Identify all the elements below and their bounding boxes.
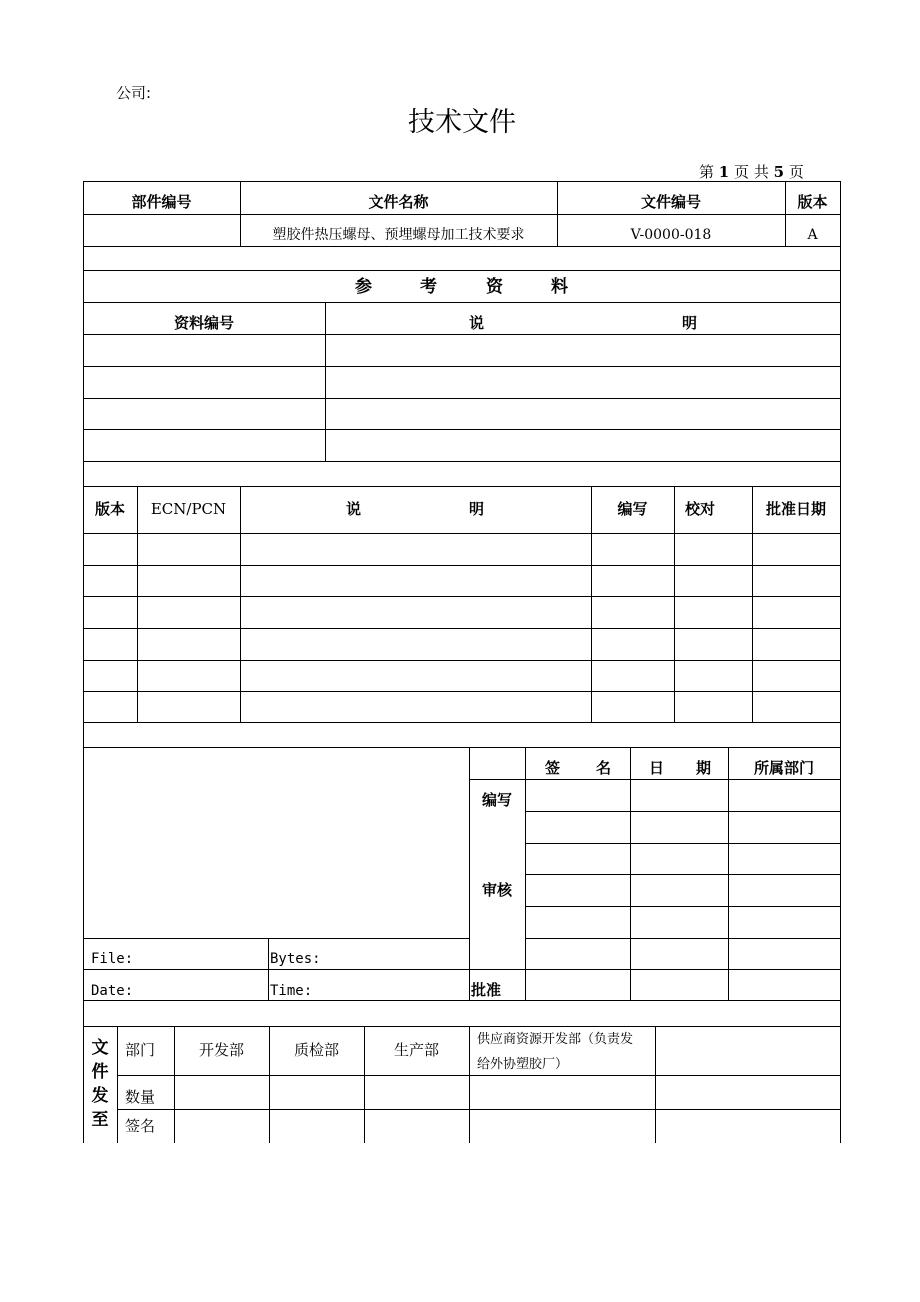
revision-write-header: 编写 [617, 500, 648, 518]
distribution-row-signature: 签名 [125, 1117, 156, 1135]
reference-code-header: 资料编号 [173, 314, 234, 332]
sign-header-left: 签 [545, 759, 561, 777]
distribution-row-department: 部门 [125, 1041, 156, 1059]
file-meta-bytes: Bytes: [270, 951, 321, 967]
revision-desc-header-left: 说 [346, 500, 362, 518]
dept-supplier-line2: 给外协塑胶厂） [477, 1057, 569, 1072]
revision-approve-date-header: 批准日期 [765, 500, 826, 518]
sign-row-approve: 批准 [471, 981, 502, 999]
sign-header-right: 名 [596, 759, 612, 777]
part-number-header: 部件编号 [131, 193, 192, 211]
file-number-header: 文件编号 [640, 193, 701, 211]
dept-development: 开发部 [198, 1041, 244, 1059]
company-label: 公司: [116, 84, 152, 102]
sign-row-write: 编写 [481, 791, 512, 809]
file-meta-time: Time: [270, 983, 313, 999]
revision-ecn-header: ECN/PCN [150, 500, 227, 518]
dept-supplier-line1: 供应商资源开发部（负责发 [477, 1032, 634, 1047]
file-name-header: 文件名称 [368, 193, 429, 211]
page-indicator: 第 1 页 共 5 页 [699, 163, 804, 181]
date-header-right: 期 [696, 759, 712, 777]
file-meta-date: Date: [91, 983, 134, 999]
reference-desc-header-right: 明 [682, 314, 698, 332]
page-title: 技术文件 [408, 107, 516, 138]
department-header: 所属部门 [753, 759, 814, 777]
reference-desc-header-left: 说 [469, 314, 485, 332]
dept-quality: 质检部 [293, 1041, 339, 1059]
file-meta-file: File: [91, 951, 134, 967]
dept-production: 生产部 [393, 1041, 439, 1059]
reference-title: 参 考 资 料 [355, 277, 568, 297]
date-header-left: 日 [649, 759, 665, 777]
file-name-value: 塑胶件热压螺母、预埋螺母加工技术要求 [272, 227, 525, 243]
revision-desc-header-right: 明 [469, 500, 485, 518]
version-value: A [807, 227, 818, 243]
sign-row-review: 审核 [481, 881, 512, 899]
distribution-row-quantity: 数量 [125, 1088, 156, 1106]
file-number-value: V-0000-018 [630, 227, 712, 243]
revision-version-header: 版本 [94, 500, 125, 518]
revision-check-header: 校对 [685, 500, 716, 518]
version-header: 版本 [797, 193, 828, 211]
